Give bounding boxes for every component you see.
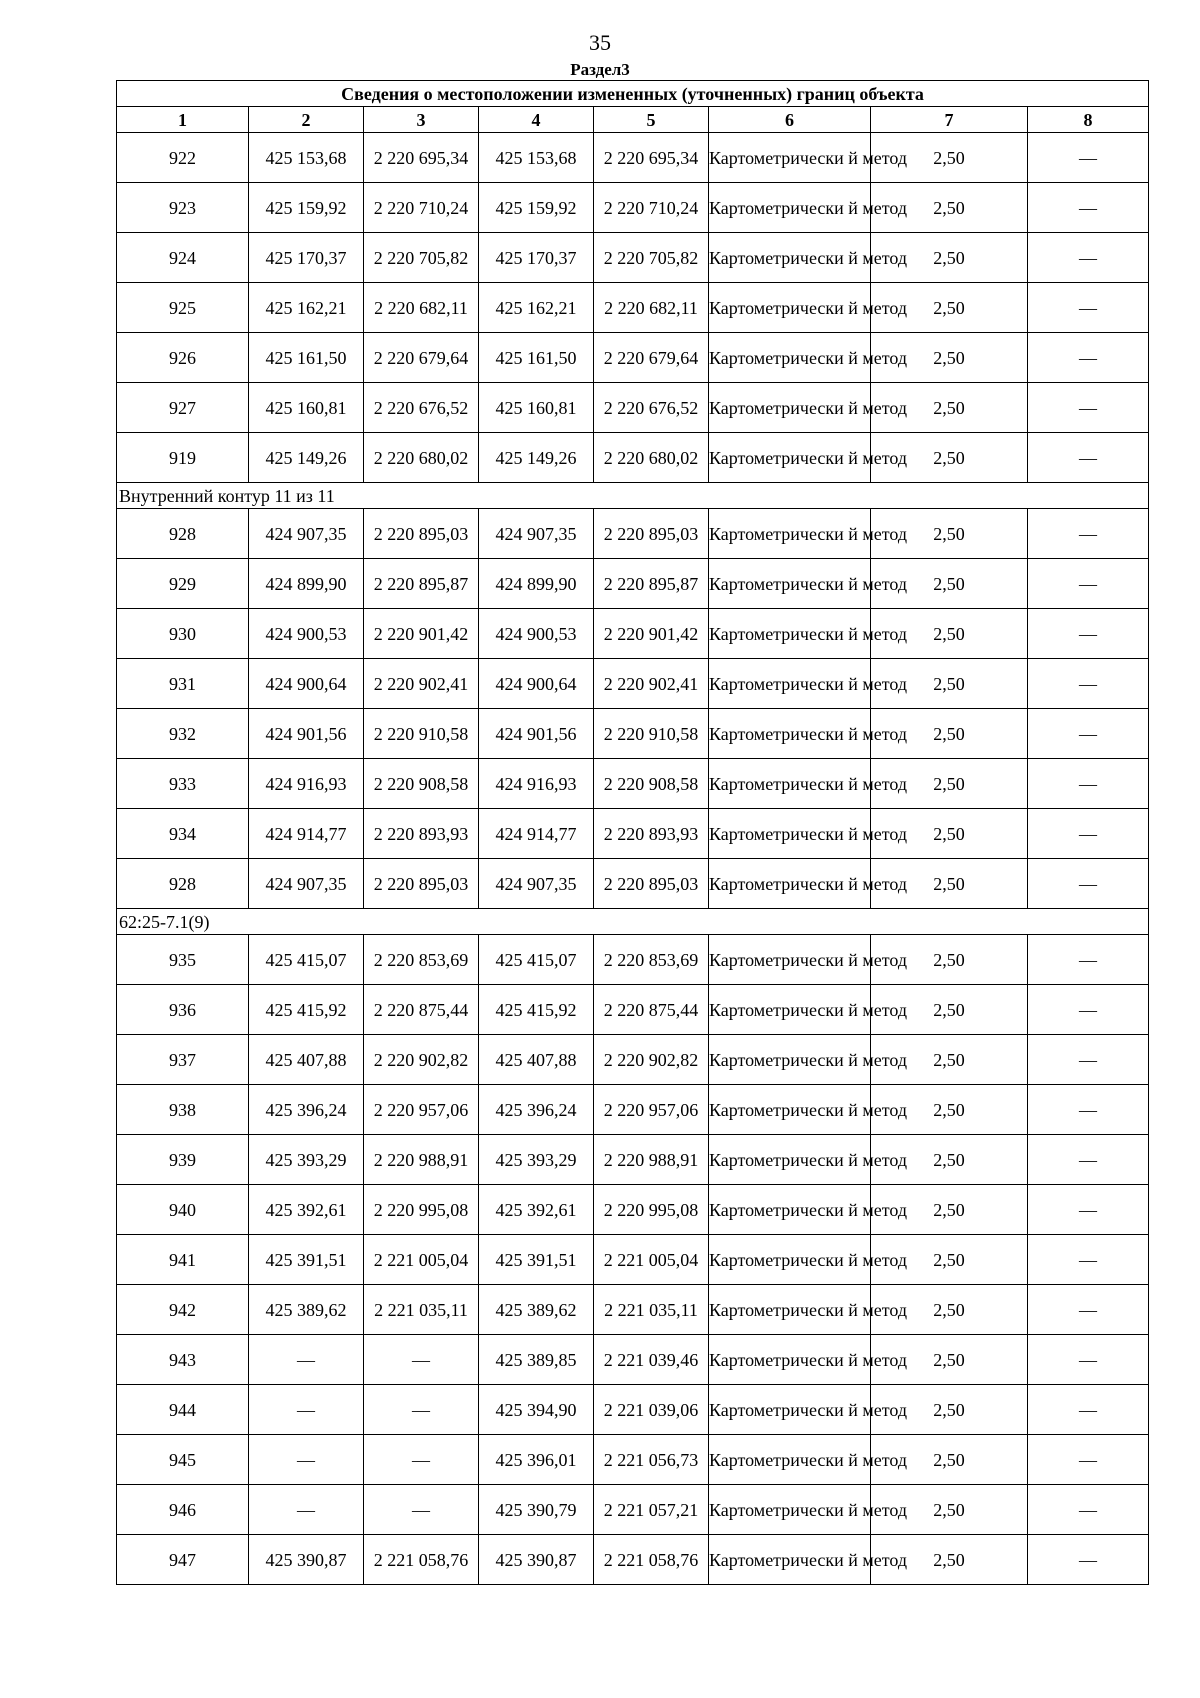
x-old-cell: 425 170,37 bbox=[249, 233, 364, 283]
accuracy-cell: 2,50 bbox=[871, 1335, 1028, 1385]
description-cell: — bbox=[1028, 1485, 1149, 1535]
method-cell: Картометрически й метод bbox=[709, 509, 871, 559]
method-cell: Картометрически й метод bbox=[709, 709, 871, 759]
x-new-cell: 425 160,81 bbox=[479, 383, 594, 433]
y-old-cell: 2 220 908,58 bbox=[364, 759, 479, 809]
description-cell: — bbox=[1028, 1435, 1149, 1485]
y-old-cell: 2 220 710,24 bbox=[364, 183, 479, 233]
contour-label: 62:25-7.1(9) bbox=[117, 909, 1149, 935]
accuracy-cell: 2,50 bbox=[871, 1485, 1028, 1535]
description-cell: — bbox=[1028, 509, 1149, 559]
point-number-cell: 935 bbox=[117, 935, 249, 985]
point-number-cell: 919 bbox=[117, 433, 249, 483]
column-number-row bbox=[117, 107, 1149, 133]
x-new-cell: 425 390,87 bbox=[479, 1535, 594, 1585]
description-cell: — bbox=[1028, 1535, 1149, 1585]
x-old-cell: 425 161,50 bbox=[249, 333, 364, 383]
accuracy-cell: 2,50 bbox=[871, 1535, 1028, 1585]
x-new-cell: 424 899,90 bbox=[479, 559, 594, 609]
description-cell: — bbox=[1028, 133, 1149, 183]
method-cell: Картометрически й метод bbox=[709, 985, 871, 1035]
description-cell: — bbox=[1028, 383, 1149, 433]
table-row bbox=[117, 1135, 1149, 1185]
x-old-cell: — bbox=[249, 1435, 364, 1485]
accuracy-cell: 2,50 bbox=[871, 1085, 1028, 1135]
table-caption: Сведения о местоположении измененных (уточненных) границ объекта bbox=[117, 81, 1149, 107]
x-old-cell: 425 407,88 bbox=[249, 1035, 364, 1085]
y-new-cell: 2 220 853,69 bbox=[594, 935, 709, 985]
method-cell: Картометрически й метод bbox=[709, 1535, 871, 1585]
accuracy-cell: 2,50 bbox=[871, 659, 1028, 709]
method-cell: Картометрически й метод bbox=[709, 1235, 871, 1285]
x-new-cell: 425 161,50 bbox=[479, 333, 594, 383]
method-cell: Картометрически й метод bbox=[709, 333, 871, 383]
y-new-cell: 2 220 895,87 bbox=[594, 559, 709, 609]
point-number-cell: 939 bbox=[117, 1135, 249, 1185]
description-cell: — bbox=[1028, 559, 1149, 609]
method-cell: Картометрически й метод bbox=[709, 1335, 871, 1385]
method-cell: Картометрически й метод bbox=[709, 1035, 871, 1085]
x-old-cell: — bbox=[249, 1485, 364, 1535]
method-cell: Картометрически й метод bbox=[709, 1285, 871, 1335]
table-row bbox=[117, 509, 1149, 559]
point-number-cell: 938 bbox=[117, 1085, 249, 1135]
table-row bbox=[117, 709, 1149, 759]
column-number: 2 bbox=[249, 107, 364, 133]
point-number-cell: 942 bbox=[117, 1285, 249, 1335]
description-cell: — bbox=[1028, 935, 1149, 985]
y-old-cell: 2 220 901,42 bbox=[364, 609, 479, 659]
table-row bbox=[117, 1335, 1149, 1385]
point-number-cell: 924 bbox=[117, 233, 249, 283]
x-old-cell: 425 160,81 bbox=[249, 383, 364, 433]
x-old-cell: 424 900,53 bbox=[249, 609, 364, 659]
table-row bbox=[117, 1285, 1149, 1335]
method-cell: Картометрически й метод bbox=[709, 759, 871, 809]
column-number: 6 bbox=[709, 107, 871, 133]
point-number-cell: 943 bbox=[117, 1335, 249, 1385]
y-old-cell: 2 220 676,52 bbox=[364, 383, 479, 433]
y-new-cell: 2 220 902,41 bbox=[594, 659, 709, 709]
table-row bbox=[117, 1535, 1149, 1585]
description-cell: — bbox=[1028, 1235, 1149, 1285]
y-new-cell: 2 220 988,91 bbox=[594, 1135, 709, 1185]
y-new-cell: 2 220 676,52 bbox=[594, 383, 709, 433]
x-new-cell: 425 396,24 bbox=[479, 1085, 594, 1135]
table-row bbox=[117, 935, 1149, 985]
accuracy-cell: 2,50 bbox=[871, 759, 1028, 809]
y-old-cell: 2 220 705,82 bbox=[364, 233, 479, 283]
method-cell: Картометрически й метод bbox=[709, 1385, 871, 1435]
point-number-cell: 944 bbox=[117, 1385, 249, 1435]
table-row bbox=[117, 383, 1149, 433]
point-number-cell: 922 bbox=[117, 133, 249, 183]
accuracy-cell: 2,50 bbox=[871, 183, 1028, 233]
x-old-cell: 425 390,87 bbox=[249, 1535, 364, 1585]
x-old-cell: 424 907,35 bbox=[249, 859, 364, 909]
column-number: 1 bbox=[117, 107, 249, 133]
accuracy-cell: 2,50 bbox=[871, 433, 1028, 483]
method-cell: Картометрически й метод bbox=[709, 383, 871, 433]
method-cell: Картометрически й метод bbox=[709, 935, 871, 985]
accuracy-cell: 2,50 bbox=[871, 509, 1028, 559]
accuracy-cell: 2,50 bbox=[871, 1135, 1028, 1185]
x-old-cell: 425 415,07 bbox=[249, 935, 364, 985]
description-cell: — bbox=[1028, 759, 1149, 809]
x-new-cell: 425 149,26 bbox=[479, 433, 594, 483]
accuracy-cell: 2,50 bbox=[871, 233, 1028, 283]
y-new-cell: 2 220 902,82 bbox=[594, 1035, 709, 1085]
table-row bbox=[117, 1385, 1149, 1435]
accuracy-cell: 2,50 bbox=[871, 859, 1028, 909]
x-new-cell: 425 389,62 bbox=[479, 1285, 594, 1335]
accuracy-cell: 2,50 bbox=[871, 333, 1028, 383]
y-new-cell: 2 220 895,03 bbox=[594, 859, 709, 909]
y-old-cell: 2 220 902,41 bbox=[364, 659, 479, 709]
table-row bbox=[117, 1085, 1149, 1135]
accuracy-cell: 2,50 bbox=[871, 383, 1028, 433]
x-new-cell: 425 391,51 bbox=[479, 1235, 594, 1285]
table-row bbox=[117, 1435, 1149, 1485]
table-row bbox=[117, 1185, 1149, 1235]
contour-label-row bbox=[117, 909, 1149, 935]
x-new-cell: 424 900,53 bbox=[479, 609, 594, 659]
accuracy-cell: 2,50 bbox=[871, 609, 1028, 659]
x-old-cell: 425 159,92 bbox=[249, 183, 364, 233]
x-old-cell: — bbox=[249, 1385, 364, 1435]
table-row bbox=[117, 183, 1149, 233]
y-new-cell: 2 220 901,42 bbox=[594, 609, 709, 659]
x-old-cell: 425 389,62 bbox=[249, 1285, 364, 1335]
method-cell: Картометрически й метод bbox=[709, 1485, 871, 1535]
x-new-cell: 425 162,21 bbox=[479, 283, 594, 333]
description-cell: — bbox=[1028, 809, 1149, 859]
x-new-cell: 424 907,35 bbox=[479, 509, 594, 559]
point-number-cell: 941 bbox=[117, 1235, 249, 1285]
description-cell: — bbox=[1028, 333, 1149, 383]
table-row bbox=[117, 759, 1149, 809]
x-new-cell: 424 900,64 bbox=[479, 659, 594, 709]
description-cell: — bbox=[1028, 1285, 1149, 1335]
method-cell: Картометрически й метод bbox=[709, 133, 871, 183]
y-old-cell: 2 220 875,44 bbox=[364, 985, 479, 1035]
x-new-cell: 424 901,56 bbox=[479, 709, 594, 759]
column-number: 7 bbox=[871, 107, 1028, 133]
table-row bbox=[117, 233, 1149, 283]
x-old-cell: 425 162,21 bbox=[249, 283, 364, 333]
y-new-cell: 2 220 682,11 bbox=[594, 283, 709, 333]
description-cell: — bbox=[1028, 1135, 1149, 1185]
y-old-cell: 2 220 680,02 bbox=[364, 433, 479, 483]
x-new-cell: 424 916,93 bbox=[479, 759, 594, 809]
x-new-cell: 425 392,61 bbox=[479, 1185, 594, 1235]
accuracy-cell: 2,50 bbox=[871, 709, 1028, 759]
table-row bbox=[117, 1235, 1149, 1285]
y-new-cell: 2 220 679,64 bbox=[594, 333, 709, 383]
x-new-cell: 425 407,88 bbox=[479, 1035, 594, 1085]
method-cell: Картометрически й метод bbox=[709, 233, 871, 283]
description-cell: — bbox=[1028, 1335, 1149, 1385]
table-row bbox=[117, 1035, 1149, 1085]
y-new-cell: 2 220 908,58 bbox=[594, 759, 709, 809]
accuracy-cell: 2,50 bbox=[871, 809, 1028, 859]
y-old-cell: 2 220 988,91 bbox=[364, 1135, 479, 1185]
method-cell: Картометрически й метод bbox=[709, 1085, 871, 1135]
accuracy-cell: 2,50 bbox=[871, 935, 1028, 985]
x-old-cell: 425 415,92 bbox=[249, 985, 364, 1035]
y-old-cell: 2 220 895,87 bbox=[364, 559, 479, 609]
method-cell: Картометрически й метод bbox=[709, 609, 871, 659]
accuracy-cell: 2,50 bbox=[871, 1035, 1028, 1085]
point-number-cell: 928 bbox=[117, 509, 249, 559]
point-number-cell: 926 bbox=[117, 333, 249, 383]
accuracy-cell: 2,50 bbox=[871, 1185, 1028, 1235]
y-new-cell: 2 220 695,34 bbox=[594, 133, 709, 183]
point-number-cell: 932 bbox=[117, 709, 249, 759]
x-old-cell: 424 907,35 bbox=[249, 509, 364, 559]
point-number-cell: 928 bbox=[117, 859, 249, 909]
accuracy-cell: 2,50 bbox=[871, 133, 1028, 183]
point-number-cell: 925 bbox=[117, 283, 249, 333]
table-row bbox=[117, 859, 1149, 909]
description-cell: — bbox=[1028, 1185, 1149, 1235]
column-number: 8 bbox=[1028, 107, 1149, 133]
y-old-cell: — bbox=[364, 1335, 479, 1385]
method-cell: Картометрически й метод bbox=[709, 559, 871, 609]
x-new-cell: 425 415,07 bbox=[479, 935, 594, 985]
accuracy-cell: 2,50 bbox=[871, 283, 1028, 333]
table-row bbox=[117, 559, 1149, 609]
y-new-cell: 2 220 910,58 bbox=[594, 709, 709, 759]
description-cell: — bbox=[1028, 1385, 1149, 1435]
y-new-cell: 2 220 710,24 bbox=[594, 183, 709, 233]
x-new-cell: 424 914,77 bbox=[479, 809, 594, 859]
x-new-cell: 425 153,68 bbox=[479, 133, 594, 183]
accuracy-cell: 2,50 bbox=[871, 1285, 1028, 1335]
description-cell: — bbox=[1028, 1085, 1149, 1135]
boundary-table bbox=[116, 80, 1149, 1585]
table-row bbox=[117, 433, 1149, 483]
point-number-cell: 937 bbox=[117, 1035, 249, 1085]
method-cell: Картометрически й метод bbox=[709, 859, 871, 909]
y-old-cell: 2 220 679,64 bbox=[364, 333, 479, 383]
point-number-cell: 923 bbox=[117, 183, 249, 233]
description-cell: — bbox=[1028, 985, 1149, 1035]
method-cell: Картометрически й метод bbox=[709, 659, 871, 709]
point-number-cell: 946 bbox=[117, 1485, 249, 1535]
y-new-cell: 2 220 705,82 bbox=[594, 233, 709, 283]
x-old-cell: 424 900,64 bbox=[249, 659, 364, 709]
point-number-cell: 934 bbox=[117, 809, 249, 859]
table-row bbox=[117, 283, 1149, 333]
x-new-cell: 425 394,90 bbox=[479, 1385, 594, 1435]
description-cell: — bbox=[1028, 609, 1149, 659]
y-old-cell: 2 220 910,58 bbox=[364, 709, 479, 759]
description-cell: — bbox=[1028, 183, 1149, 233]
page-number: 35 bbox=[589, 30, 611, 55]
y-new-cell: 2 221 039,46 bbox=[594, 1335, 709, 1385]
x-new-cell: 425 415,92 bbox=[479, 985, 594, 1035]
x-new-cell: 425 390,79 bbox=[479, 1485, 594, 1535]
x-new-cell: 425 159,92 bbox=[479, 183, 594, 233]
point-number-cell: 933 bbox=[117, 759, 249, 809]
y-old-cell: 2 220 682,11 bbox=[364, 283, 479, 333]
section-title: Раздел3 bbox=[570, 60, 630, 79]
y-new-cell: 2 221 056,73 bbox=[594, 1435, 709, 1485]
description-cell: — bbox=[1028, 659, 1149, 709]
point-number-cell: 936 bbox=[117, 985, 249, 1035]
point-number-cell: 927 bbox=[117, 383, 249, 433]
method-cell: Картометрически й метод bbox=[709, 433, 871, 483]
y-new-cell: 2 220 895,03 bbox=[594, 509, 709, 559]
description-cell: — bbox=[1028, 709, 1149, 759]
method-cell: Картометрически й метод bbox=[709, 183, 871, 233]
column-number: 3 bbox=[364, 107, 479, 133]
y-old-cell: — bbox=[364, 1385, 479, 1435]
accuracy-cell: 2,50 bbox=[871, 985, 1028, 1035]
x-old-cell: 424 901,56 bbox=[249, 709, 364, 759]
method-cell: Картометрически й метод bbox=[709, 1435, 871, 1485]
accuracy-cell: 2,50 bbox=[871, 1235, 1028, 1285]
point-number-cell: 931 bbox=[117, 659, 249, 709]
y-new-cell: 2 220 893,93 bbox=[594, 809, 709, 859]
x-old-cell: 425 391,51 bbox=[249, 1235, 364, 1285]
table-row bbox=[117, 1485, 1149, 1535]
method-cell: Картометрически й метод bbox=[709, 1185, 871, 1235]
x-new-cell: 425 170,37 bbox=[479, 233, 594, 283]
point-number-cell: 930 bbox=[117, 609, 249, 659]
y-old-cell: — bbox=[364, 1435, 479, 1485]
contour-label-row bbox=[117, 483, 1149, 509]
y-new-cell: 2 221 058,76 bbox=[594, 1535, 709, 1585]
y-new-cell: 2 221 035,11 bbox=[594, 1285, 709, 1335]
y-new-cell: 2 220 995,08 bbox=[594, 1185, 709, 1235]
table-caption-row bbox=[117, 81, 1149, 107]
point-number-cell: 940 bbox=[117, 1185, 249, 1235]
x-new-cell: 425 396,01 bbox=[479, 1435, 594, 1485]
x-old-cell: 424 916,93 bbox=[249, 759, 364, 809]
y-new-cell: 2 221 057,21 bbox=[594, 1485, 709, 1535]
y-old-cell: 2 220 957,06 bbox=[364, 1085, 479, 1135]
column-number: 5 bbox=[594, 107, 709, 133]
y-old-cell: 2 220 995,08 bbox=[364, 1185, 479, 1235]
y-old-cell: 2 220 902,82 bbox=[364, 1035, 479, 1085]
y-old-cell: 2 221 005,04 bbox=[364, 1235, 479, 1285]
y-old-cell: 2 220 853,69 bbox=[364, 935, 479, 985]
accuracy-cell: 2,50 bbox=[871, 1435, 1028, 1485]
point-number-cell: 929 bbox=[117, 559, 249, 609]
accuracy-cell: 2,50 bbox=[871, 1385, 1028, 1435]
table-row bbox=[117, 333, 1149, 383]
column-number: 4 bbox=[479, 107, 594, 133]
y-old-cell: 2 220 695,34 bbox=[364, 133, 479, 183]
method-cell: Картометрически й метод bbox=[709, 283, 871, 333]
table-row bbox=[117, 985, 1149, 1035]
x-old-cell: 425 153,68 bbox=[249, 133, 364, 183]
x-old-cell: 424 899,90 bbox=[249, 559, 364, 609]
y-new-cell: 2 221 005,04 bbox=[594, 1235, 709, 1285]
x-old-cell: 425 392,61 bbox=[249, 1185, 364, 1235]
y-old-cell: — bbox=[364, 1485, 479, 1535]
point-number-cell: 945 bbox=[117, 1435, 249, 1485]
method-cell: Картометрически й метод bbox=[709, 809, 871, 859]
y-old-cell: 2 220 893,93 bbox=[364, 809, 479, 859]
x-new-cell: 425 393,29 bbox=[479, 1135, 594, 1185]
description-cell: — bbox=[1028, 1035, 1149, 1085]
y-new-cell: 2 220 875,44 bbox=[594, 985, 709, 1035]
table-row bbox=[117, 133, 1149, 183]
y-new-cell: 2 220 680,02 bbox=[594, 433, 709, 483]
table-row bbox=[117, 609, 1149, 659]
y-old-cell: 2 221 035,11 bbox=[364, 1285, 479, 1335]
x-new-cell: 424 907,35 bbox=[479, 859, 594, 909]
y-new-cell: 2 221 039,06 bbox=[594, 1385, 709, 1435]
x-old-cell: 425 149,26 bbox=[249, 433, 364, 483]
x-old-cell: — bbox=[249, 1335, 364, 1385]
description-cell: — bbox=[1028, 283, 1149, 333]
y-new-cell: 2 220 957,06 bbox=[594, 1085, 709, 1135]
y-old-cell: 2 220 895,03 bbox=[364, 509, 479, 559]
point-number-cell: 947 bbox=[117, 1535, 249, 1585]
description-cell: — bbox=[1028, 859, 1149, 909]
method-cell: Картометрически й метод bbox=[709, 1135, 871, 1185]
x-new-cell: 425 389,85 bbox=[479, 1335, 594, 1385]
accuracy-cell: 2,50 bbox=[871, 559, 1028, 609]
x-old-cell: 425 396,24 bbox=[249, 1085, 364, 1135]
description-cell: — bbox=[1028, 233, 1149, 283]
table-row bbox=[117, 809, 1149, 859]
y-old-cell: 2 220 895,03 bbox=[364, 859, 479, 909]
contour-label: Внутренний контур 11 из 11 bbox=[117, 483, 1149, 509]
table-row bbox=[117, 659, 1149, 709]
description-cell: — bbox=[1028, 433, 1149, 483]
x-old-cell: 425 393,29 bbox=[249, 1135, 364, 1185]
x-old-cell: 424 914,77 bbox=[249, 809, 364, 859]
y-old-cell: 2 221 058,76 bbox=[364, 1535, 479, 1585]
